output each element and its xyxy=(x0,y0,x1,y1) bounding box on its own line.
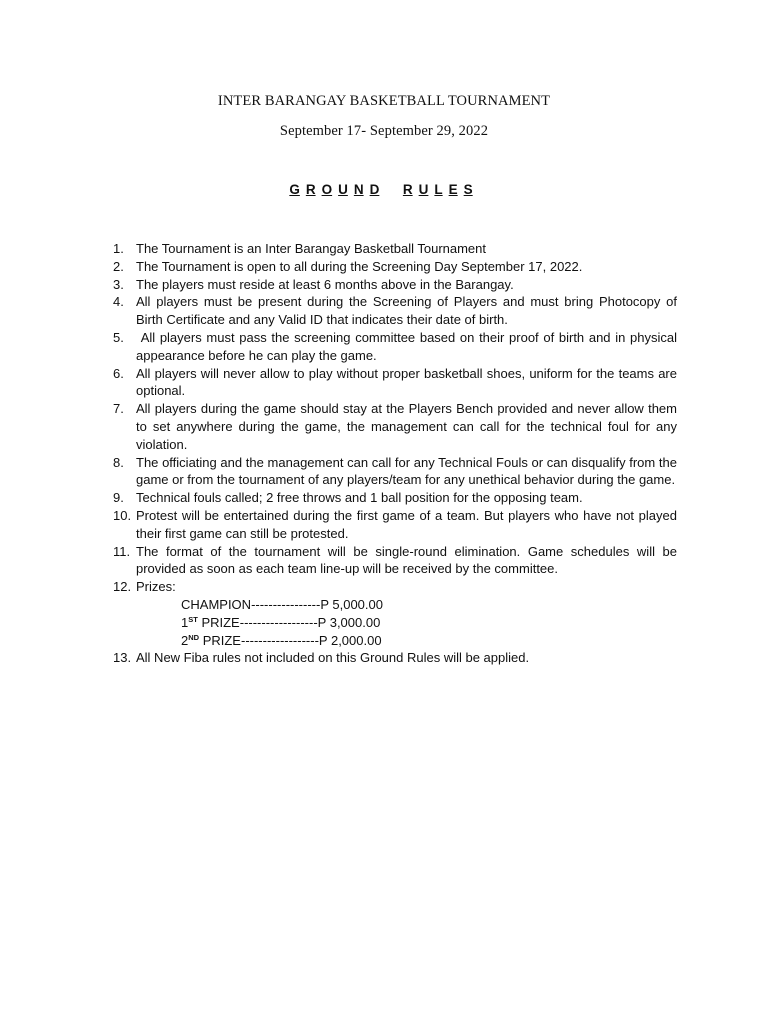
rule-text: All players during the game should stay at the Players Bench provided and never allow them to set anywhere during the game, the management can call for the technical foul for any violation. xyxy=(136,401,677,452)
prize-row-second xyxy=(113,632,677,650)
prize-label-suffix: PRIZE xyxy=(197,614,240,630)
heading-letter: D xyxy=(369,182,380,197)
rule-item xyxy=(113,543,677,579)
tournament-date-range: September 17- September 29, 2022 xyxy=(279,123,489,139)
heading-letter: R xyxy=(305,182,316,197)
rule-item xyxy=(113,507,677,543)
rule-text: The Tournament is an Inter Barangay Basketball Tournament xyxy=(136,241,487,256)
rule-item xyxy=(113,454,677,490)
rule-number: 7. xyxy=(113,401,124,417)
rule-item xyxy=(113,400,677,453)
heading-word-ground xyxy=(289,182,385,197)
heading-letter: O xyxy=(321,182,333,197)
prize-dashes: ---------------- xyxy=(251,596,321,612)
rule-text: All players must pass the screening committee based on their proof of birth and in physical appearance before he can play the game. xyxy=(136,329,681,363)
rule-text: All players must be present during the Screening of Players and must bring Photocopy of Birth Certificate and any Valid ID that indicates their date of birth. xyxy=(136,294,677,328)
heading-word-rules-letters xyxy=(403,182,479,197)
prize-ordinal-suffix: ND xyxy=(188,632,200,642)
rules-list xyxy=(113,240,681,667)
prize-row-champion xyxy=(113,596,677,614)
prize-dashes: ------------------ xyxy=(239,614,318,630)
rule-item xyxy=(113,293,677,329)
rule-number: 4. xyxy=(113,294,124,310)
rule-number: 12. xyxy=(113,579,132,595)
heading-letter: N xyxy=(353,182,364,197)
rule-number: 5. xyxy=(113,329,124,345)
prize-label-suffix: PRIZE xyxy=(199,632,241,648)
heading-letter: U xyxy=(338,182,348,197)
heading-letter: L xyxy=(434,182,443,197)
rule-number: 3. xyxy=(113,276,124,292)
rule-number: 9. xyxy=(113,490,124,506)
rule-text: All players will never allow to play without proper basketball shoes, uniform for the teams are optional. xyxy=(136,365,677,399)
rule-item xyxy=(113,578,677,596)
heading-letter: E xyxy=(448,182,458,197)
rule-item xyxy=(113,649,677,667)
prize-row-first xyxy=(113,614,677,632)
heading-letter: R xyxy=(402,182,413,197)
prize-amount: P 5,000.00 xyxy=(320,596,383,612)
rule-number: 2. xyxy=(113,258,124,274)
rule-item xyxy=(113,365,677,401)
prize-dashes: ------------------ xyxy=(240,632,319,648)
rule-item xyxy=(113,258,677,276)
rule-text: The players must reside at least 6 months above in the Barangay. xyxy=(136,276,514,292)
heading-letter: U xyxy=(418,182,429,197)
heading-letter: S xyxy=(463,182,473,197)
prize-amount: P 2,000.00 xyxy=(318,632,382,648)
rule-number: 10. xyxy=(113,507,132,523)
prize-label: 1 xyxy=(181,614,189,630)
rule-text: All New Fiba rules not included on this Ground Rules will be applied. xyxy=(136,650,530,666)
ground-rules-heading xyxy=(0,182,768,197)
rule-item xyxy=(113,329,681,365)
prize-label: 2 xyxy=(181,632,189,648)
rule-text: Technical fouls called; 2 free throws and 1 ball position for the opposing team. xyxy=(136,490,583,506)
tournament-title: INTER BARANGAY BASKETBALL TOURNAMENT xyxy=(217,93,551,109)
rule-number: 8. xyxy=(113,454,124,470)
rule-number: 1. xyxy=(113,241,124,256)
heading-letter: G xyxy=(289,182,300,197)
rule-number: 11. xyxy=(113,543,131,559)
prize-label: CHAMPION xyxy=(181,596,252,612)
rule-text: Protest will be entertained during the first game of a team. But players who have not played their first game can still be protested. xyxy=(136,507,677,541)
rule-text: The Tournament is open to all during the Screening Day September 17, 2022. xyxy=(136,258,583,274)
rule-text: Prizes: xyxy=(136,579,176,595)
rule-number: 13. xyxy=(113,650,132,666)
prize-ordinal-suffix: ST xyxy=(188,614,198,624)
rule-item xyxy=(113,489,677,507)
rule-number: 6. xyxy=(113,365,124,381)
rule-text: The format of the tournament will be single-round elimination. Game schedules will be provided as soon as each team line-up will be received by the committee. xyxy=(136,543,677,577)
heading-word-ground-letters xyxy=(289,182,385,197)
rule-item xyxy=(113,240,677,258)
prize-amount: P 3,000.00 xyxy=(317,614,381,630)
heading-word-rules xyxy=(403,182,479,197)
rule-item xyxy=(113,276,677,294)
rule-text: The officiating and the management can call for any Technical Fouls or can disqualify from the game or from the tournament of any players/team for any unethical behavior during the game. xyxy=(136,454,677,488)
